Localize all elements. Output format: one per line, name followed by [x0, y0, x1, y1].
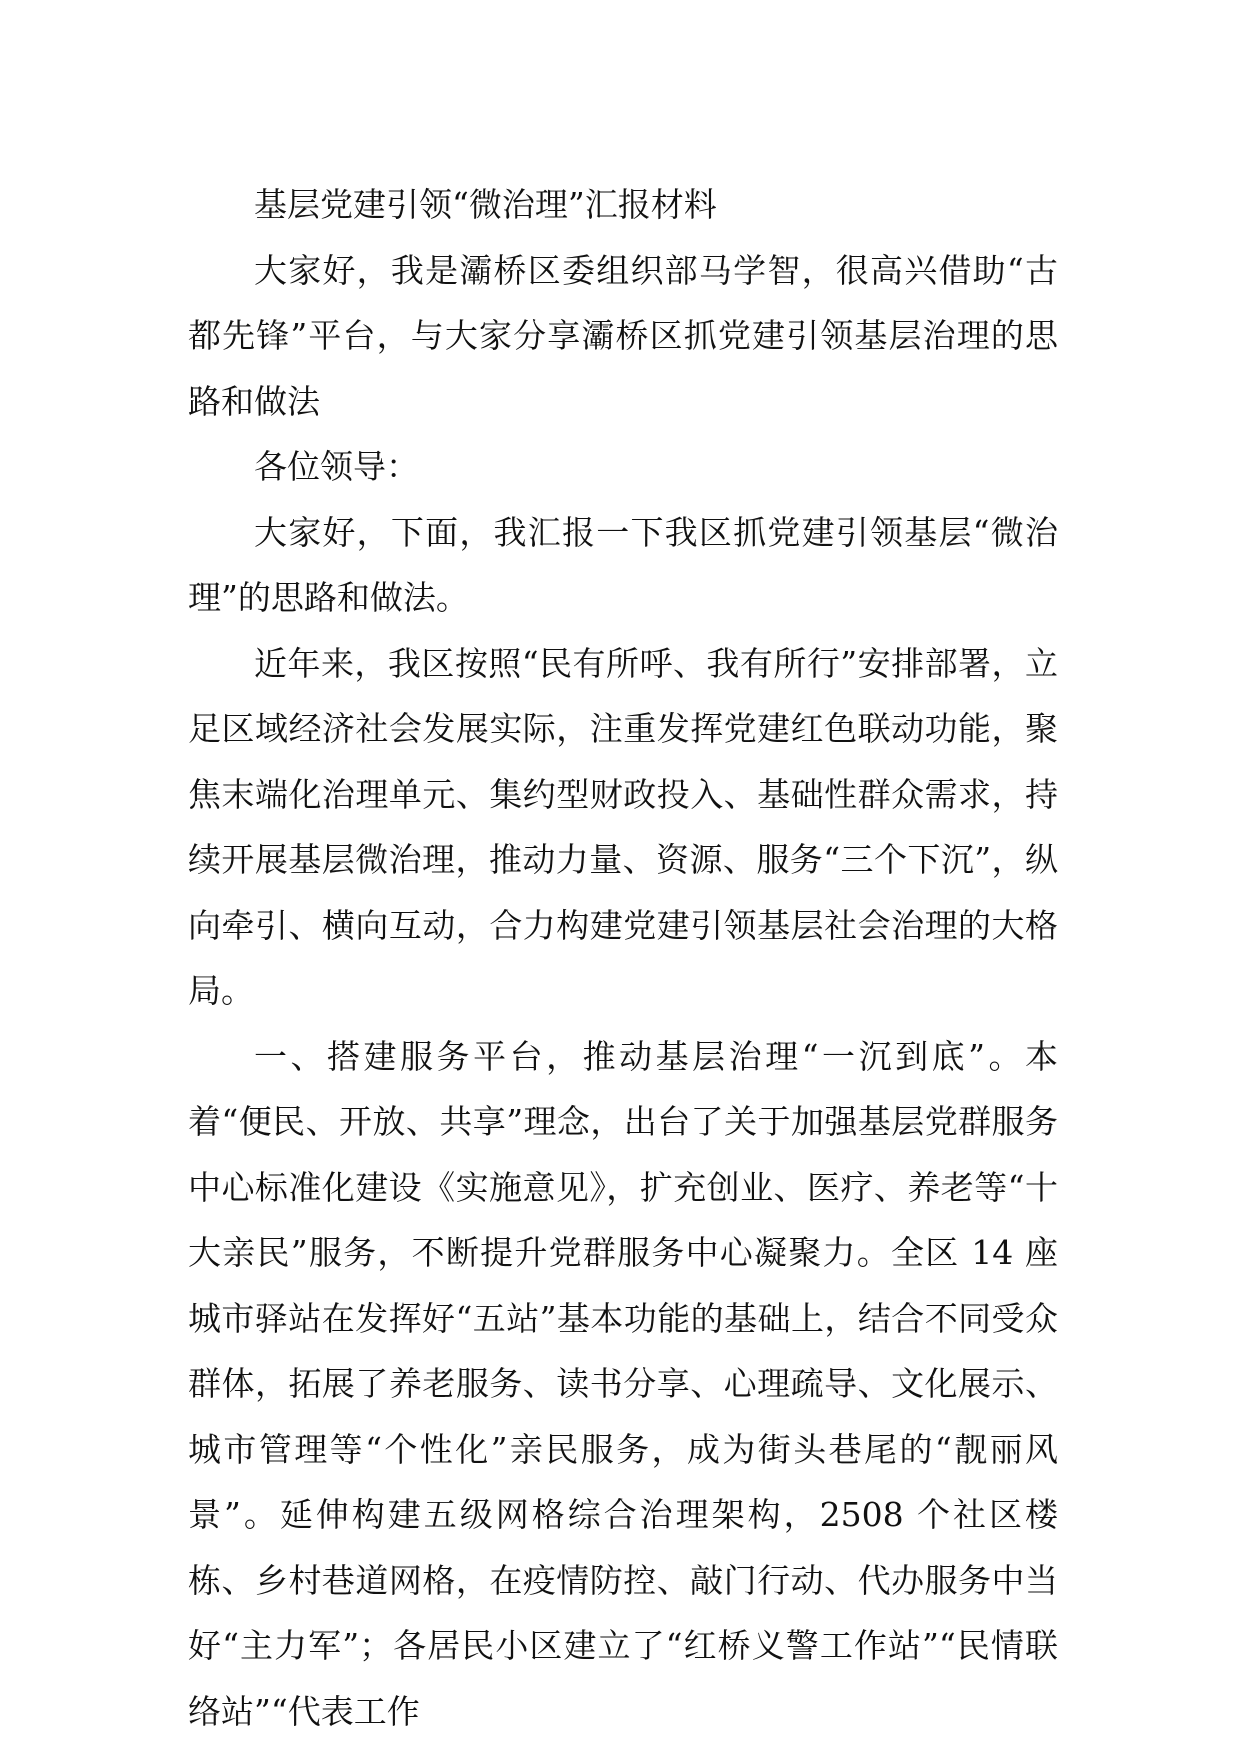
- document-body: [188, 172, 1058, 1744]
- paragraph-intro: 大家好，下面，我汇报一下我区抓党建引领基层“微治理”的思路和做法。: [188, 512, 1058, 617]
- paragraph-section-one: 一、搭建服务平台，推动基层治理“一沉到底”。本着“便民、开放、共享”理念，出台了关于加强基层党群服务中心标准化建设《实施意见》，扩充创业、医疗、养老等“十大亲民”服务，不断提升党群服务中心凝聚力。全区 14 座城市驿站在发挥好“五站”基本功能的基础上，结合不同受众群体，拓展了养老服务、读书分享、心理疏导、文化展示、城市管理等“个性化”亲民服务，成为街头巷尾的“靓丽风景”。延伸构建五级网格综合治理架构，2508 个社区楼栋、乡村巷道网格，在疫情防控、敲门行动、代办服务中当好“主力军”；各居民小区建立了“红桥义警工作站”“民情联络站”“代表工作: [188, 1036, 1058, 1731]
- paragraph-greeting: 大家好，我是灞桥区委组织部马学智，很高兴借助“古都先锋”平台，与大家分享灞桥区抓党建引领基层治理的思路和做法: [188, 250, 1058, 421]
- paragraph-overview: 近年来，我区按照“民有所呼、我有所行”安排部署，立足区域经济社会发展实际，注重发挥党建红色联动功能，聚焦末端化治理单元、集约型财政投入、基础性群众需求，持续开展基层微治理，推动力量、资源、服务“三个下沉”，纵向牵引、横向互动，合力构建党建引领基层社会治理的大格局。: [188, 643, 1058, 1010]
- paragraph-salutation: 各位领导：: [254, 447, 419, 486]
- document-title: 基层党建引领“微治理”汇报材料: [254, 185, 717, 224]
